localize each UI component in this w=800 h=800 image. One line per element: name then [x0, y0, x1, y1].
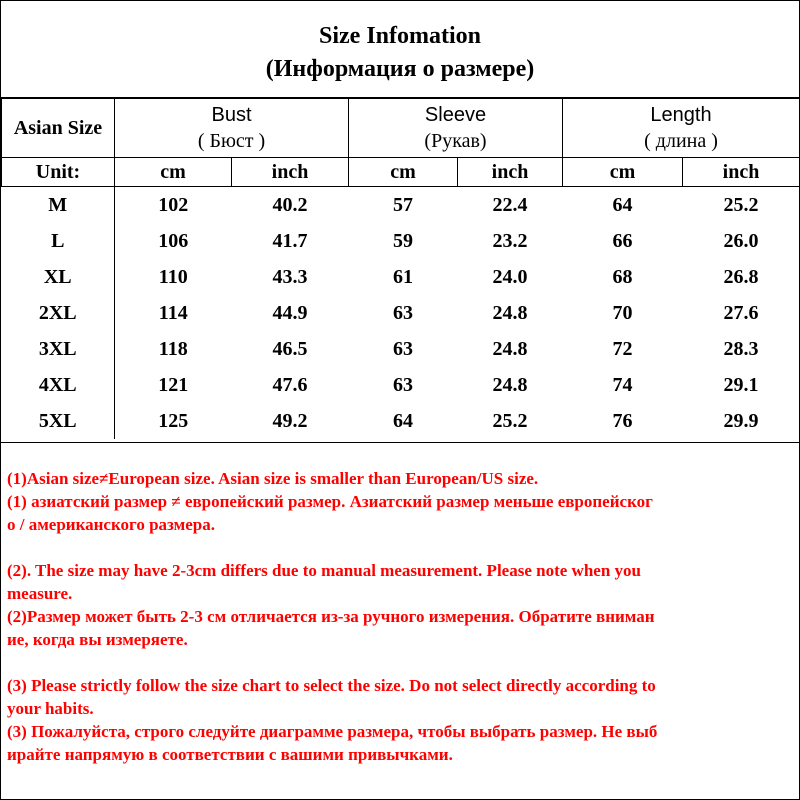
bust-cm-cell: 110	[158, 265, 188, 288]
bust-header	[115, 99, 349, 158]
table-row	[2, 223, 800, 259]
length-header	[563, 99, 800, 158]
sleeve-cm-unit: cm	[349, 158, 458, 187]
sleeve-inch-cell: 24.8	[492, 373, 528, 396]
unit-label: Unit:	[2, 158, 115, 187]
note-spacer	[7, 536, 797, 559]
size-cell: 2XL	[2, 295, 115, 331]
length-cm-cell: 64	[612, 193, 633, 216]
table-row	[2, 403, 800, 439]
table-row	[2, 259, 800, 295]
bust-cm-cell: 121	[158, 373, 189, 396]
length-cm-cell: 72	[612, 337, 633, 360]
sleeve-cm-cell: 59	[393, 229, 413, 252]
bust-inch-cell: 44.9	[272, 301, 308, 324]
sleeve-inch-cell: 22.4	[492, 193, 528, 216]
size-cell: L	[2, 223, 115, 259]
length-inch-cell: 25.2	[723, 193, 759, 216]
bust-cm-cell: 106	[158, 229, 189, 252]
length-cm-cell: 66	[612, 229, 633, 252]
bust-cm-cell: 102	[158, 193, 189, 216]
length-inch-cell: 26.0	[723, 229, 759, 252]
note-2-en-line-1: (2). The size may have 2-3cm differs due to manual measurement. Please note when you	[7, 561, 641, 580]
sleeve-inch-unit: inch	[458, 158, 563, 187]
page-title: Size Infomation	[319, 23, 481, 49]
sleeve-cm-cell: 64	[393, 409, 413, 432]
note-1-en: (1)Asian size≠European size. Asian size is smaller than European/US size.	[7, 469, 539, 488]
bust-inch-cell: 47.6	[272, 373, 308, 396]
asian-size-header: Asian Size	[2, 99, 115, 158]
size-cell: 3XL	[2, 331, 115, 367]
note-1-ru-line-2: о / американского размера.	[7, 515, 215, 534]
size-cell: 5XL	[2, 403, 115, 439]
note-2-ru-line-1: (2)Размер может быть 2-3 см отличается из-за ручного измерения. Обратите вниман	[7, 607, 655, 626]
sleeve-inch-cell: 24.0	[492, 265, 528, 288]
bust-cm-cell: 114	[158, 301, 188, 324]
sleeve-cm-cell: 63	[393, 301, 413, 324]
bust-header-en: Bust	[211, 104, 252, 126]
note-3-en-line-2: your habits.	[7, 699, 94, 718]
bust-inch-cell: 43.3	[272, 265, 308, 288]
sleeve-inch-cell: 25.2	[492, 409, 528, 432]
size-notes	[7, 467, 797, 766]
length-cm-unit: cm	[563, 158, 683, 187]
sleeve-cm-cell: 63	[393, 337, 413, 360]
bust-inch-cell: 40.2	[272, 193, 308, 216]
note-3-ru-line-1: (3) Пожалуйста, строго следуйте диаграмме размера, чтобы выбрать размер. Не выб	[7, 722, 658, 741]
length-inch-cell: 27.6	[723, 301, 759, 324]
length-inch-cell: 29.9	[723, 409, 759, 432]
note-3-en-line-1: (3) Please strictly follow the size chart to select the size. Do not select directly according to	[7, 676, 656, 695]
sleeve-inch-cell: 24.8	[492, 301, 528, 324]
note-spacer	[7, 651, 797, 674]
sleeve-cm-cell: 63	[393, 373, 413, 396]
bust-header-ru: ( Бюст )	[197, 130, 266, 152]
sleeve-header-en: Sleeve	[424, 104, 487, 126]
length-inch-unit: inch	[683, 158, 800, 187]
note-2-en-line-2: measure.	[7, 584, 73, 603]
size-cell: 4XL	[2, 367, 115, 403]
table-row	[2, 367, 800, 403]
unit-row	[2, 158, 800, 187]
size-table	[1, 98, 800, 439]
note-3-ru-line-2: ирайте напрямую в соответствии с вашими привычками.	[7, 745, 453, 764]
table-header-row	[2, 99, 800, 158]
notes-divider	[1, 442, 799, 443]
length-cm-cell: 74	[612, 373, 633, 396]
bust-inch-unit: inch	[232, 158, 349, 187]
length-cm-cell: 68	[612, 265, 633, 288]
table-row	[2, 331, 800, 367]
table-row	[2, 295, 800, 331]
bust-inch-cell: 49.2	[272, 409, 308, 432]
note-1-ru-line-1: (1) азиатский размер ≠ европейский размер. Азиатский размер меньше европейског	[7, 492, 653, 511]
sleeve-inch-cell: 23.2	[492, 229, 528, 252]
sleeve-cm-cell: 57	[393, 193, 413, 216]
bust-cm-unit: cm	[115, 158, 232, 187]
length-header-ru: ( длина )	[644, 130, 718, 152]
length-cm-cell: 70	[612, 301, 633, 324]
length-header-en: Length	[650, 104, 712, 126]
page-subtitle: (Информация о размере)	[265, 56, 535, 82]
length-inch-cell: 26.8	[723, 265, 759, 288]
length-inch-cell: 28.3	[723, 337, 759, 360]
note-2-ru-line-2: ие, когда вы измеряете.	[7, 630, 188, 649]
sleeve-header	[349, 99, 563, 158]
sleeve-cm-cell: 61	[393, 265, 413, 288]
size-cell: M	[2, 187, 115, 224]
length-inch-cell: 29.1	[723, 373, 759, 396]
sleeve-header-ru: (Рукав)	[424, 130, 487, 152]
bust-cm-cell: 118	[158, 337, 188, 360]
table-row	[2, 187, 800, 224]
bust-cm-cell: 125	[158, 409, 189, 432]
bust-inch-cell: 46.5	[272, 337, 308, 360]
sleeve-inch-cell: 24.8	[492, 337, 528, 360]
size-cell: XL	[2, 259, 115, 295]
title-block	[1, 1, 799, 98]
bust-inch-cell: 41.7	[272, 229, 308, 252]
length-cm-cell: 76	[612, 409, 633, 432]
